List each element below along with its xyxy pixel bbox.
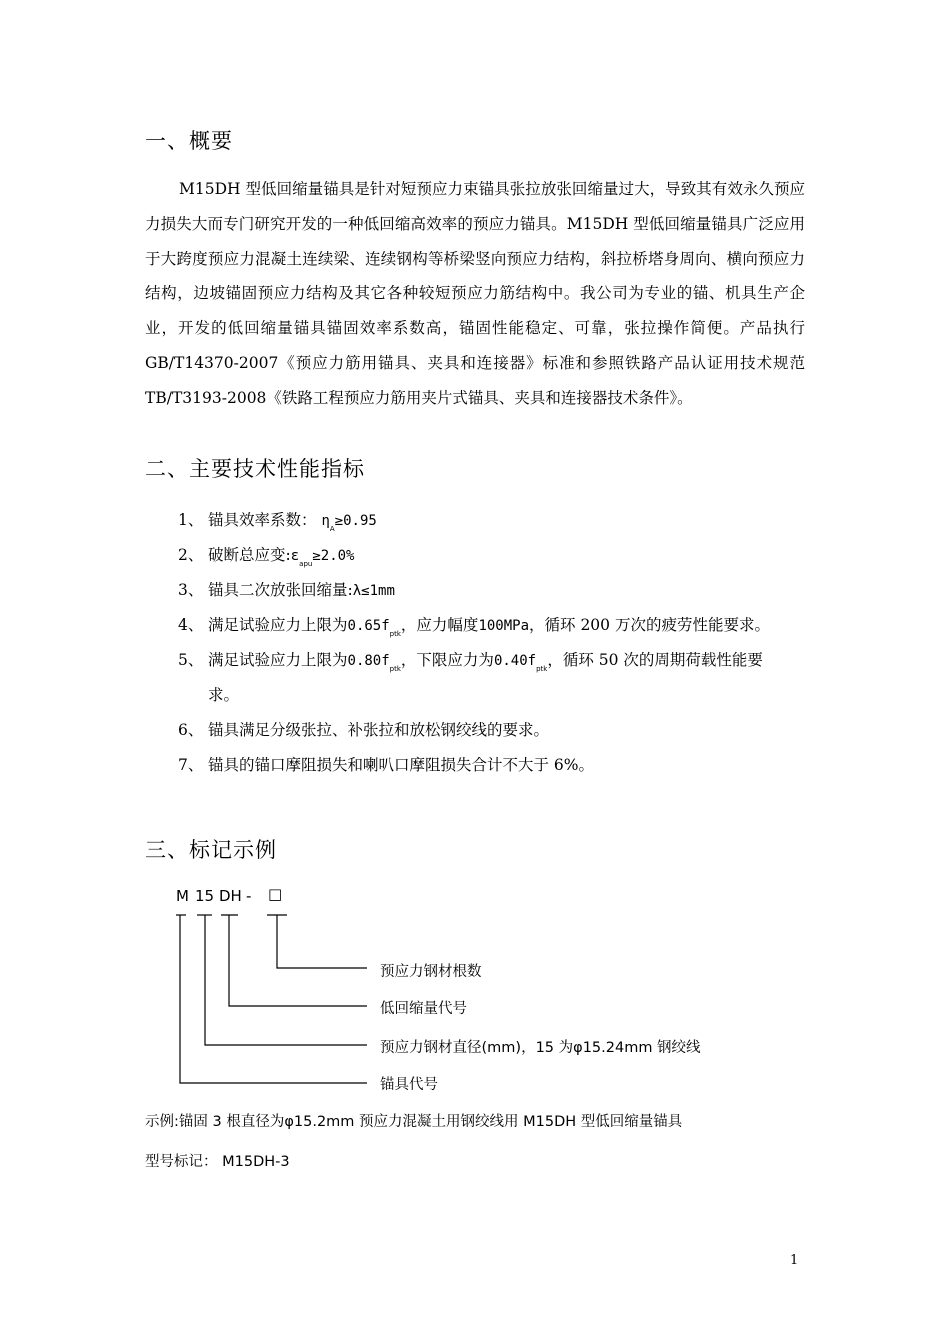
spec-text: 锚具二次放张回缩量: (208, 581, 353, 599)
page-number: 1 (790, 1253, 799, 1268)
spec-num: 6、 (178, 721, 204, 739)
spec-num: 5、 (178, 651, 204, 669)
section-title-overview: 一、概要 (145, 129, 233, 153)
code-box: □ (268, 885, 283, 903)
model-marking: 型号标记： M15DH-3 (145, 1154, 290, 1170)
spec-value: 100MPa (478, 618, 530, 634)
spec-subscript: A (329, 525, 335, 533)
spec-subscript: ptk (389, 630, 401, 638)
line-anchor (180, 915, 367, 1083)
spec-symbol: ε (290, 548, 300, 564)
spec-value: λ≤1mm (352, 583, 395, 599)
code-m: M (176, 887, 189, 905)
section-title-marking: 三、标记示例 (145, 838, 277, 862)
spec-value: ≥0.95 (334, 513, 377, 529)
spec-value: 0.65f (347, 618, 390, 634)
spec-text: 满足试验应力上限为 (208, 616, 348, 634)
spec-text: 锚具效率系数： (208, 511, 317, 529)
spec-item-5-continuation: 求。 (208, 686, 240, 704)
spec-text: ，下限应力为 (400, 651, 494, 669)
line-lowret (229, 915, 367, 1006)
spec-text: ，应力幅度 (400, 616, 479, 634)
label-low-retraction-code: 低回缩量代号 (380, 1001, 467, 1017)
spec-text: 锚具的锚口摩阻损失和喇叭口摩阻损失合计不大于 6%。 (208, 756, 595, 774)
code-dash: - (246, 887, 252, 905)
example-text: 示例:锚固 3 根直径为φ15.2mm 预应力混凝土用钢绞线用 M15DH 型低回缩量锚具 (145, 1114, 683, 1130)
spec-num: 7、 (178, 756, 204, 774)
code-dh: DH (219, 887, 242, 905)
spec-value: ≥2.0% (312, 548, 355, 564)
spec-subscript: apu (299, 560, 313, 568)
spec-num: 2、 (178, 546, 204, 564)
spec-subscript: ptk (536, 665, 548, 673)
label-anchor-code: 锚具代号 (380, 1077, 438, 1093)
spec-value: 0.80f (347, 653, 390, 669)
line-count (277, 915, 367, 968)
spec-text: 破断总应变: (208, 546, 291, 564)
label-strand-diameter: 预应力钢材直径(mm)，15 为φ15.24mm 钢绞线 (380, 1040, 701, 1056)
spec-text: ，循环 200 万次的疲劳性能要求。 (529, 616, 770, 634)
spec-value: 0.40f (493, 653, 537, 669)
spec-subscript: ptk (389, 665, 401, 673)
section-title-specs: 二、主要技术性能指标 (145, 457, 365, 481)
spec-num: 3、 (178, 581, 204, 599)
spec-num: 4、 (178, 616, 204, 634)
label-strand-count: 预应力钢材根数 (380, 964, 482, 980)
spec-text: 锚具满足分级张拉、补张拉和放松钢绞线的要求。 (208, 721, 550, 739)
spec-num: 1、 (178, 511, 204, 529)
spec-text: 满足试验应力上限为 (208, 651, 348, 669)
overview-text: M15DH 型低回缩量锚具是针对短预应力束锚具张拉放张回缩量过大，导致其有效永久预应力损失大而专门研究开发的一种低回缩高效率的预应力锚具。M15DH 型低回缩量锚具广泛应用于大跨度预应力混凝土连续梁、连续钢构等桥梁竖向预应力结构，斜拉桥塔身周向、横向预应力结构，边坡锚固预应力结构及其它各种较短预应力筋结构中。我公司为专业的锚、机具生产企业，开发的低回缩量锚具锚固效率系数高，锚固性能稳定、可靠，张拉操作简便。产品执行 GB/T14370-2007《预应力筋用锚具、夹具和连接器》标准和参照铁路产品认证用技术规范 TB/T3193-2008《铁路工程预应力筋用夹片式锚具、夹具和连接器技术条件》。 (145, 180, 805, 407)
spec-text: ，循环 50 次的周期荷载性能要 (547, 651, 763, 669)
code-15: 15 (195, 887, 215, 905)
spec-symbol: η (321, 513, 330, 529)
